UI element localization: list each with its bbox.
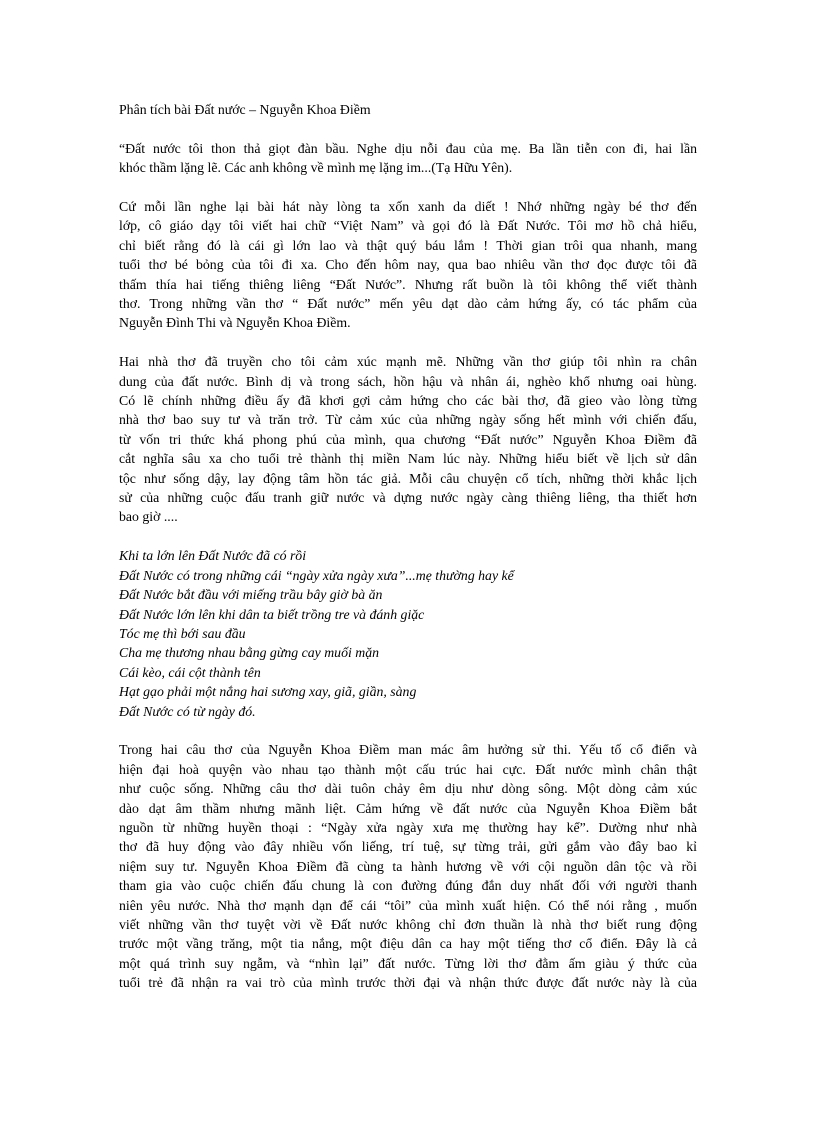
text-line: Trong hai câu thơ của Nguyễn Khoa Điềm man mác âm hưởng sử thi. Yếu tố cổ điển và xyxy=(119,742,697,758)
spacer xyxy=(119,119,697,138)
text-line: tuổi trẻ đã nhận ra vai trò của mình trước thời đại và nhận thức được đất nước này là của xyxy=(119,975,697,991)
text-line: lớp, cô giáo dạy tôi viết hai chữ “Việt Nam” và gọi đó là Đất Nước. Tôi mơ hồ chả hiểu, xyxy=(119,218,697,234)
poem-line: Đất Nước có từ ngày đó. xyxy=(119,703,256,719)
spacer xyxy=(119,178,697,197)
poem-line: Khi ta lớn lên Đất Nước đã có rồi xyxy=(119,548,307,564)
poem-line: Hạt gạo phải một nắng hai sương xay, giã, giần, sàng xyxy=(119,684,417,700)
intro-quote xyxy=(119,139,697,178)
spacer xyxy=(119,721,697,740)
text-line: niên yêu nước. Nhà thơ mạnh dạn để cái “tôi” của mình xuất hiện. Có thể nói rằng , muốn xyxy=(119,897,697,913)
text-line: như cuộc sống. Những câu thơ dài tuôn chảy êm dịu như dòng sông. Một dòng cảm xúc xyxy=(119,781,697,797)
text-line: Hai nhà thơ đã truyền cho tôi cảm xúc mạnh mẽ. Những vần thơ giúp tôi nhìn ra chân xyxy=(119,354,697,370)
text-line: sử của những cuộc đấu tranh giữ nước và dựng nước ngày càng thiêng liêng, tha thiết hơn xyxy=(119,490,697,506)
text-line: tuổi thơ bé bỏng của tôi đi xa. Cho đến hôm nay, qua bao nhiêu vần thơ đọc được tôi đã xyxy=(119,257,697,273)
poem-excerpt xyxy=(119,546,697,721)
text-line: trước một vầng trăng, một tia nắng, một điệu dân ca hay một tiếng thơ cổ điển. Đây là cả xyxy=(119,936,697,952)
text-line: khóc thầm lặng lẽ. Các anh không về mình mẹ lặng im...(Tạ Hữu Yên). xyxy=(119,160,513,176)
spacer xyxy=(119,527,697,546)
text-line: dung của đất nước. Bình dị và trong sách, hồn hậu và nhân ái, nghèo khổ nhưng oai hùng. xyxy=(119,373,697,389)
paragraph-2 xyxy=(119,352,697,527)
text-line: “Đất nước tôi thon thả giọt đàn bầu. Nghe dịu nỗi đau của mẹ. Ba lần tiễn con đi, hai lần xyxy=(119,140,697,156)
text-line: cắt nghĩa sâu xa cho tuổi trẻ thành thị miền Nam lúc này. Những hiểu biết về lịch sử dân xyxy=(119,451,697,467)
poem-line: Cha mẹ thương nhau bằng gừng cay muối mặn xyxy=(119,645,380,661)
text-line: từ vốn tri thức khá phong phú của mình, qua chương “Đất nước” Nguyễn Khoa Điềm đã xyxy=(119,431,697,447)
text-line: bao giờ .... xyxy=(119,509,178,525)
poem-line: Cái kèo, cái cột thành tên xyxy=(119,664,261,680)
text-line: nguồn từ những huyền thoại : “Ngày xửa ngày xưa mẹ thường hay kể”. Dường như nhà xyxy=(119,819,697,835)
text-line: tộc như sống dậy, lay động tâm hồn tác giả. Mỗi câu chuyện cổ tích, những thời khắc lịch xyxy=(119,470,697,486)
text-line: viết những vần thơ tuyệt vời về Đất nước không chỉ đơn thuần là nhà thơ biết rung động xyxy=(119,916,697,932)
text-line: một quá trình suy ngẫm, và “nhìn lại” đất nước. Từng lời thơ đằm ấm giàu ý thức của xyxy=(119,955,697,971)
text-line: thấm thía hai tiếng thiêng liêng “Đất Nước”. Nhưng rất buồn là tôi không thể viết thành xyxy=(119,276,697,292)
text-line: tham gia vào cuộc chiến đấu chung là con đường đúng đắn duy nhất đối với người thanh xyxy=(119,878,697,894)
poem-line: Tóc mẹ thì bới sau đầu xyxy=(119,625,246,641)
spacer xyxy=(119,333,697,352)
text-line: thơ. Trong những vần thơ “ Đất nước” mến yêu dạt dào cảm hứng ấy, có tác phẩm của xyxy=(119,296,697,312)
poem-line: Đất Nước bắt đầu với miếng trầu bây giờ bà ăn xyxy=(119,587,383,603)
paragraph-1 xyxy=(119,197,697,333)
poem-line: Đất Nước có trong những cái “ngày xửa ngày xưa”...mẹ thường hay kể xyxy=(119,567,514,583)
document-title: Phân tích bài Đất nước – Nguyễn Khoa Điềm xyxy=(119,102,371,117)
text-line: nhà thơ bao suy tư và trăn trở. Từ cảm xúc của những ngày sống hết mình với chiến đấu, xyxy=(119,412,697,428)
document-body xyxy=(119,100,697,993)
paragraph-3 xyxy=(119,740,697,992)
text-line: chỉ biết rằng đó là cái gì lớn lao và thật quý báu lắm ! Thời gian trôi qua nhanh, mang xyxy=(119,237,697,253)
text-line: Cứ mỗi lần nghe lại bài hát này lòng ta xốn xanh da diết ! Nhớ những ngày bé thơ đến xyxy=(119,199,697,214)
text-line: thơ đã huy động vào đây nhiều vốn liếng, trí tuệ, sự từng trải, gửi gắm vào đây bao kỉ xyxy=(119,839,697,855)
poem-line: Đất Nước lớn lên khi dân ta biết trồng tre và đánh giặc xyxy=(119,606,425,622)
text-line: niệm suy tư. Nguyễn Khoa Điềm đã cùng ta hành hương về với cội nguồn dân tộc và rồi xyxy=(119,858,697,874)
text-line: Nguyễn Đình Thi và Nguyễn Khoa Điềm. xyxy=(119,315,351,331)
text-line: dào dạt âm thầm nhưng mãnh liệt. Cảm hứng về đất nước của Nguyễn Khoa Điềm bắt xyxy=(119,800,697,816)
text-line: Có lẽ chính những điều ấy đã khơi gợi cảm hứng cho các bài thơ, đã gieo vào lòng từng xyxy=(119,393,697,409)
text-line: hiện đại hoà quyện vào nhau tạo thành một cấu trúc hai cực. Đất nước mình chân thật xyxy=(119,761,697,777)
